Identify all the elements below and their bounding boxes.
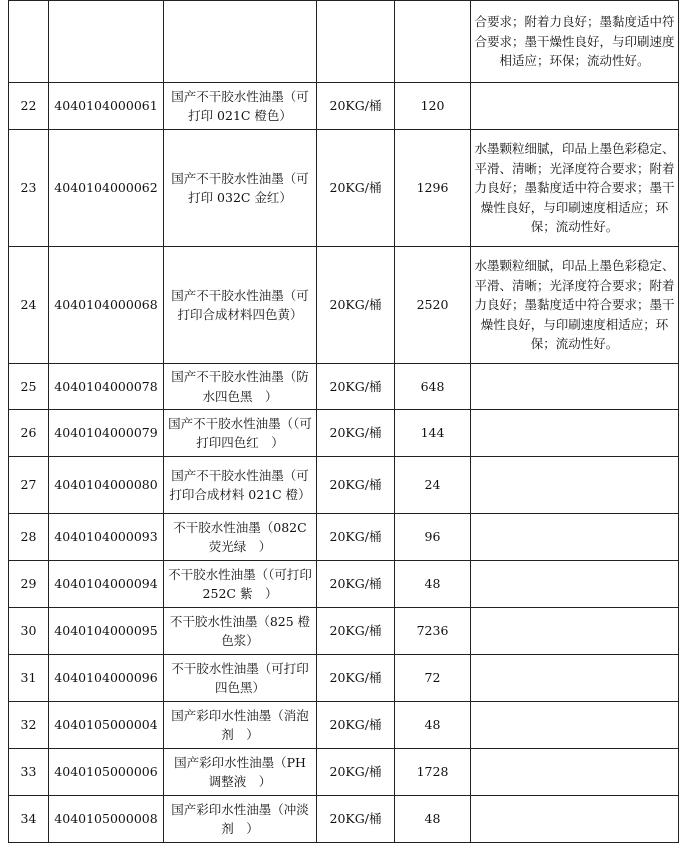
cell-name: 国产不干胶水性油墨（（可打印四色红 ） — [164, 410, 317, 457]
cell-spec: 20KG/桶 — [317, 457, 395, 514]
table-row — [9, 130, 679, 247]
table-row — [9, 608, 679, 655]
cell-spec: 20KG/桶 — [317, 130, 395, 247]
cell-no: 25 — [9, 364, 49, 410]
cell-requirement: 水墨颗粒细腻，印品上墨色彩稳定、平滑、清晰；光泽度符合要求；附着力良好；墨黏度适中符合要求；墨干燥性良好，与印刷速度相适应；环保；流动性好。 — [471, 130, 679, 247]
cell-spec: 20KG/桶 — [317, 608, 395, 655]
cell-code — [49, 1, 164, 83]
cell-code: 4040104000078 — [49, 364, 164, 410]
cell-name: 国产不干胶水性油墨（防水四色黑 ） — [164, 364, 317, 410]
cell-no: 31 — [9, 655, 49, 702]
cell-no: 23 — [9, 130, 49, 247]
cell-spec: 20KG/桶 — [317, 514, 395, 561]
cell-qty: 72 — [395, 655, 471, 702]
table-row — [9, 796, 679, 843]
cell-spec: 20KG/桶 — [317, 561, 395, 608]
cell-code: 4040104000061 — [49, 83, 164, 130]
cell-qty: 96 — [395, 514, 471, 561]
table-row — [9, 457, 679, 514]
cell-requirement — [471, 796, 679, 843]
cell-qty: 144 — [395, 410, 471, 457]
cell-qty: 48 — [395, 796, 471, 843]
cell-qty: 1728 — [395, 749, 471, 796]
cell-name: 国产彩印水性油墨（消泡剂 ） — [164, 702, 317, 749]
cell-spec: 20KG/桶 — [317, 247, 395, 364]
cell-requirement — [471, 608, 679, 655]
cell-qty: 24 — [395, 457, 471, 514]
cell-no: 28 — [9, 514, 49, 561]
cell-spec: 20KG/桶 — [317, 749, 395, 796]
cell-qty: 48 — [395, 561, 471, 608]
table-row — [9, 561, 679, 608]
table-row — [9, 83, 679, 130]
cell-requirement — [471, 561, 679, 608]
cell-requirement — [471, 457, 679, 514]
cell-requirement — [471, 364, 679, 410]
table-row — [9, 702, 679, 749]
cell-qty: 648 — [395, 364, 471, 410]
cell-spec: 20KG/桶 — [317, 702, 395, 749]
table-row — [9, 247, 679, 364]
cell-no: 26 — [9, 410, 49, 457]
cell-name: 国产不干胶水性油墨（可打印合成材料 021C 橙） — [164, 457, 317, 514]
cell-spec — [317, 1, 395, 83]
cell-name: 国产不干胶水性油墨（可打印 021C 橙色） — [164, 83, 317, 130]
cell-requirement: 合要求；附着力良好；墨黏度适中符合要求；墨干燥性良好，与印刷速度相适应；环保；流动性好。 — [471, 1, 679, 83]
cell-no: 34 — [9, 796, 49, 843]
cell-code: 4040104000095 — [49, 608, 164, 655]
cell-name — [164, 1, 317, 83]
cell-code: 4040104000094 — [49, 561, 164, 608]
cell-code: 4040104000062 — [49, 130, 164, 247]
cell-requirement — [471, 749, 679, 796]
cell-name: 不干胶水性油墨（可打印四色黑） — [164, 655, 317, 702]
cell-spec: 20KG/桶 — [317, 364, 395, 410]
cell-qty — [395, 1, 471, 83]
cell-requirement — [471, 83, 679, 130]
cell-spec: 20KG/桶 — [317, 410, 395, 457]
cell-name: 不干胶水性油墨（082C 荧光绿 ） — [164, 514, 317, 561]
cell-name: 不干胶水性油墨（825 橙色浆） — [164, 608, 317, 655]
cell-requirement — [471, 514, 679, 561]
cell-no: 27 — [9, 457, 49, 514]
cell-no: 30 — [9, 608, 49, 655]
cell-name: 不干胶水性油墨（（可打印 252C 紫 ） — [164, 561, 317, 608]
cell-qty: 1296 — [395, 130, 471, 247]
cell-name: 国产彩印水性油墨（冲淡剂 ） — [164, 796, 317, 843]
cell-no: 22 — [9, 83, 49, 130]
cell-requirement — [471, 702, 679, 749]
cell-name: 国产不干胶水性油墨（可打印 032C 金红） — [164, 130, 317, 247]
cell-no — [9, 1, 49, 83]
table-row — [9, 655, 679, 702]
goods-table — [8, 0, 679, 843]
cell-code: 4040104000068 — [49, 247, 164, 364]
cell-qty: 48 — [395, 702, 471, 749]
table-row — [9, 749, 679, 796]
cell-code: 4040105000006 — [49, 749, 164, 796]
cell-spec: 20KG/桶 — [317, 83, 395, 130]
cell-code: 4040105000004 — [49, 702, 164, 749]
cell-spec: 20KG/桶 — [317, 655, 395, 702]
cell-no: 32 — [9, 702, 49, 749]
table-row — [9, 410, 679, 457]
cell-name: 国产彩印水性油墨（PH 调整液 ） — [164, 749, 317, 796]
cell-code: 4040105000008 — [49, 796, 164, 843]
cell-name: 国产不干胶水性油墨（可打印合成材料四色黄） — [164, 247, 317, 364]
cell-code: 4040104000079 — [49, 410, 164, 457]
table-row — [9, 514, 679, 561]
table-row — [9, 364, 679, 410]
cell-qty: 120 — [395, 83, 471, 130]
cell-qty: 2520 — [395, 247, 471, 364]
cell-code: 4040104000080 — [49, 457, 164, 514]
cell-no: 29 — [9, 561, 49, 608]
cell-spec: 20KG/桶 — [317, 796, 395, 843]
cell-no: 33 — [9, 749, 49, 796]
cell-code: 4040104000096 — [49, 655, 164, 702]
cell-requirement — [471, 655, 679, 702]
table-row — [9, 1, 679, 83]
cell-requirement: 水墨颗粒细腻，印品上墨色彩稳定、平滑、清晰；光泽度符合要求；附着力良好；墨黏度适中符合要求；墨干燥性良好，与印刷速度相适应；环保；流动性好。 — [471, 247, 679, 364]
cell-no: 24 — [9, 247, 49, 364]
cell-qty: 7236 — [395, 608, 471, 655]
cell-requirement — [471, 410, 679, 457]
cell-code: 4040104000093 — [49, 514, 164, 561]
